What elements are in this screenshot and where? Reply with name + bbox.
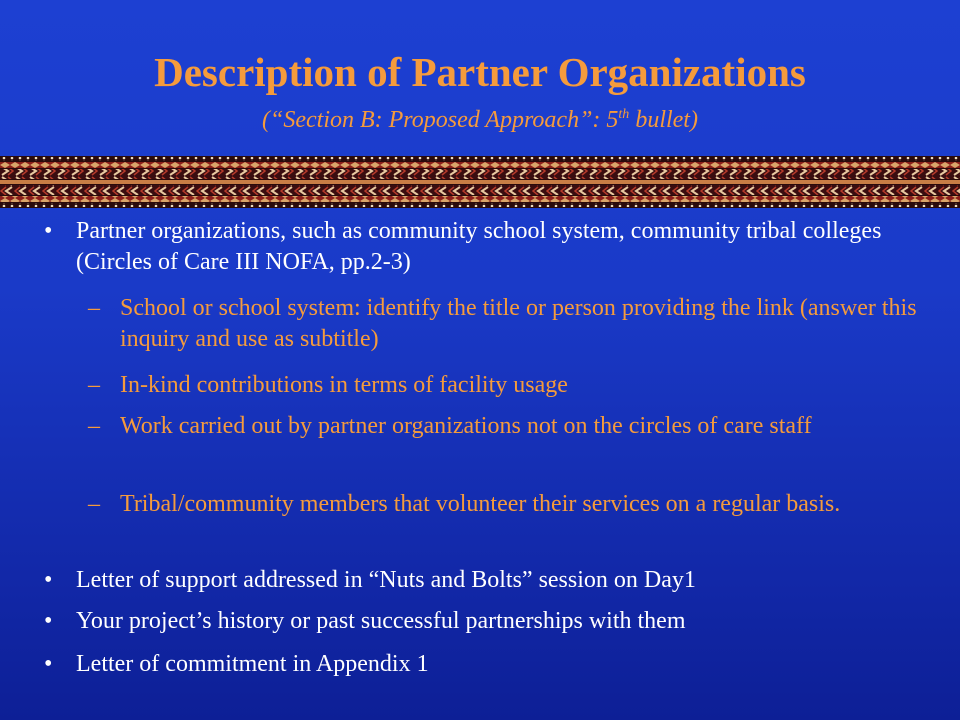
sub-bullet-item — [88, 370, 918, 401]
dash-marker: – — [88, 413, 100, 439]
bullet-text: Your project’s history or past successful partnerships with them — [76, 608, 686, 634]
dash-marker: – — [88, 491, 100, 517]
bullet-marker: • — [44, 608, 53, 634]
bullet-marker: • — [44, 567, 53, 593]
bullet-item — [44, 216, 924, 278]
slide-content — [0, 212, 960, 712]
sub-bullet-item — [88, 293, 918, 355]
bullet-marker: • — [44, 218, 53, 244]
title-area — [0, 48, 960, 135]
sub-bullet-text: Tribal/community members that volunteer their services on a regular basis. — [120, 491, 841, 517]
bullet-item — [44, 565, 924, 596]
woven-pattern-band — [0, 156, 960, 208]
sub-bullet-text: Work carried out by partner organizations not on the circles of care staff — [120, 413, 812, 439]
bullet-text: Letter of support addressed in “Nuts and Bolts” session on Day1 — [76, 567, 696, 593]
subtitle-superscript: th — [618, 107, 630, 122]
subtitle-end: bullet) — [629, 107, 698, 133]
sub-bullet-text: In-kind contributions in terms of facility usage — [120, 372, 568, 398]
dash-marker: – — [88, 372, 100, 398]
subtitle-main: (“Section B: Proposed Approach”: 5 — [262, 107, 619, 133]
bullet-text: Letter of commitment in Appendix 1 — [76, 651, 429, 677]
bullet-text: Partner organizations, such as community school system, community tribal colleges (Circles of Care III NOFA, pp.2-3) — [76, 218, 882, 275]
sub-bullet-text: School or school system: identify the title or person providing the link (answer this inquiry and use as subtitle) — [120, 295, 917, 352]
dash-marker: – — [88, 295, 100, 321]
bullet-item — [44, 606, 924, 637]
bullet-marker: • — [44, 651, 53, 677]
bullet-item — [44, 649, 924, 680]
slide-title: Description of Partner Organizations — [154, 49, 806, 95]
sub-bullet-item — [88, 489, 918, 520]
sub-bullet-item — [88, 411, 918, 442]
slide-subtitle — [0, 100, 960, 135]
